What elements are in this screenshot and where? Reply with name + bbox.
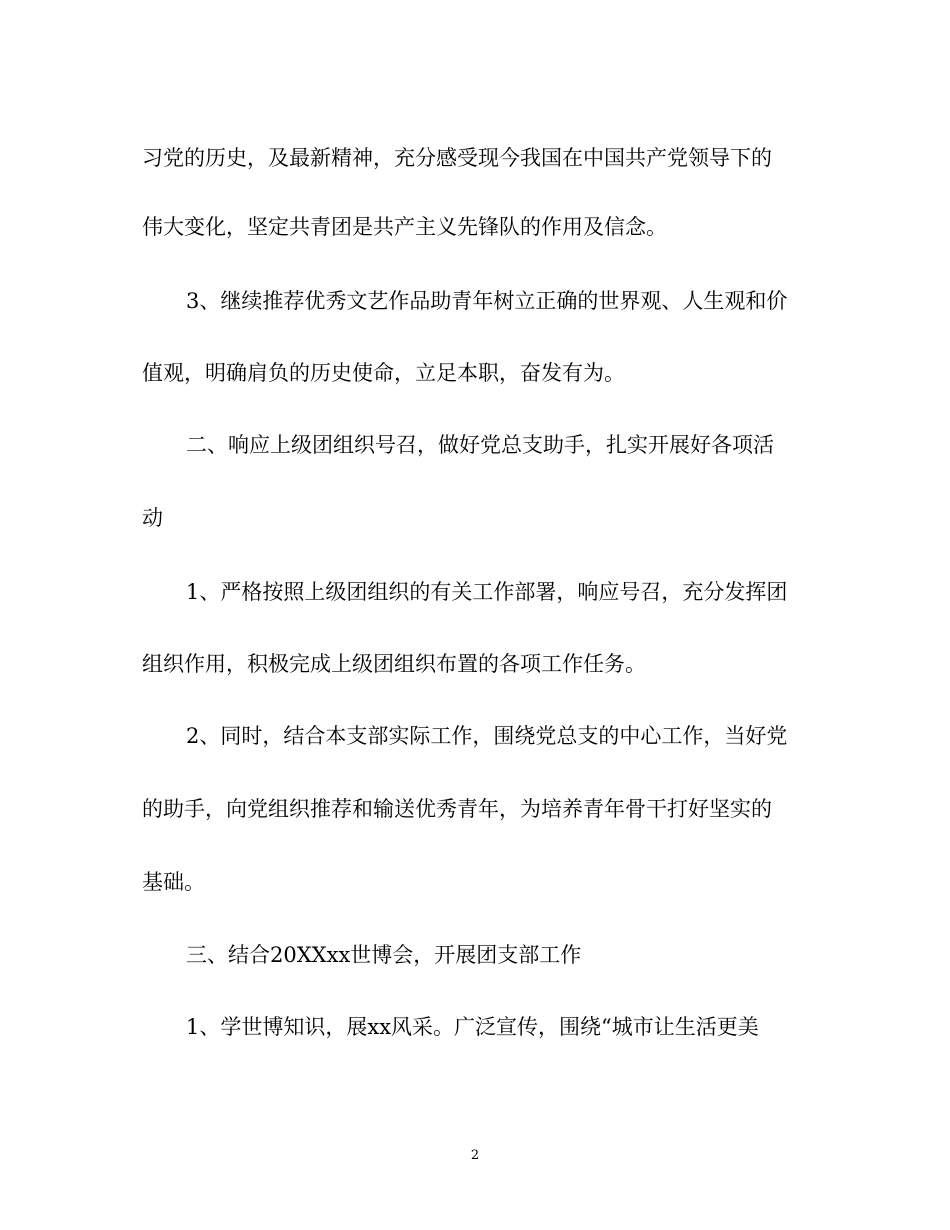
body-text-line: 的助手，向党组织推荐和输送优秀青年，为培养青年骨干打好坚实的 bbox=[142, 797, 772, 821]
body-text-line: 3、继续推荐优秀文艺作品助青年树立正确的世界观、人生观和价 bbox=[186, 289, 788, 313]
body-text-line: 值观，明确肩负的历史使命，立足本职，奋发有为。 bbox=[142, 361, 625, 385]
body-text-line: 习党的历史，及最新精神，充分感受现今我国在中国共产党领导下的 bbox=[142, 146, 772, 170]
body-text-line: 基础。 bbox=[142, 870, 205, 894]
body-text-line: 组织作用，积极完成上级团组织布置的各项工作任务。 bbox=[142, 652, 646, 676]
page-number: 2 bbox=[470, 1148, 480, 1163]
body-text-line: 1、严格按照上级团组织的有关工作部署，响应号召，充分发挥团 bbox=[186, 580, 788, 604]
section-heading: 二、响应上级团组织号召，做好党总支助手，扎实开展好各项活 bbox=[186, 433, 774, 457]
section-heading-continued: 动 bbox=[142, 506, 163, 530]
body-text-line: 1、学世博知识，展xx风采。广泛宣传，围绕“城市让生活更美 bbox=[186, 1015, 759, 1039]
body-text-line: 2、同时，结合本支部实际工作，围绕党总支的中心工作，当好党 bbox=[186, 724, 788, 748]
body-text-line: 伟大变化，坚定共青团是共产主义先锋队的作用及信念。 bbox=[142, 215, 667, 239]
section-heading: 三、结合20XXxx世博会，开展团支部工作 bbox=[186, 943, 582, 967]
